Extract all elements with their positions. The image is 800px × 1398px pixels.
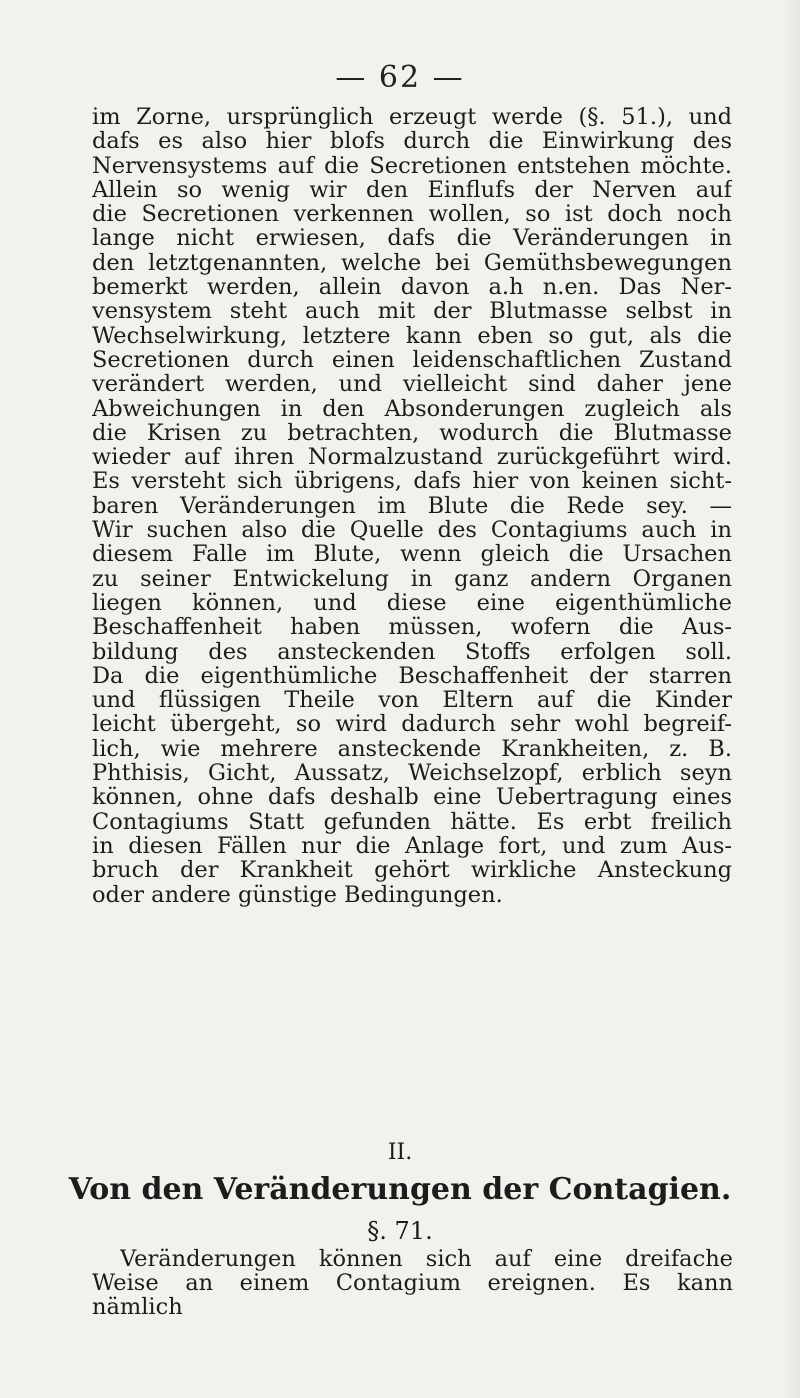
body-text xyxy=(92,105,732,907)
text-line: lich, wie mehrere ansteckende Krankheiten, z. B. xyxy=(92,736,732,762)
text-line: bemerkt werden, allein davon a.h n.en. Das Ner- xyxy=(92,275,732,300)
text-line: Da die eigenthümliche Beschaffenheit der starren xyxy=(92,663,732,689)
text-line: Wechselwirkung, letztere kann eben so gut, als die xyxy=(92,323,732,348)
text-line: dafs es also hier blofs durch die Einwirkung des xyxy=(92,129,732,154)
text-line: in diesen Fällen nur die Anlage fort, und zum Aus- xyxy=(92,833,732,859)
text-line: und flüssigen Theile von Eltern auf die Kinder xyxy=(92,688,732,713)
text-line: vensystem steht auch mit der Blutmasse selbst in xyxy=(92,299,732,324)
text-line: Allein so wenig wir den Einflufs der Nerven auf xyxy=(92,177,732,203)
section-text-first-line xyxy=(120,1247,733,1271)
text-line: bildung des ansteckenden Stoffs erfolgen soll. xyxy=(92,639,732,664)
text-line: zu seiner Entwickelung in ganz andern Organen xyxy=(92,566,732,591)
text-line: die Krisen zu betrachten, wodurch die Blutmasse xyxy=(92,420,732,446)
text-line: Phthisis, Gicht, Aussatz, Weichselzopf, erblich seyn xyxy=(92,761,732,786)
text-line: im Zorne, ursprünglich erzeugt werde (§. 51.), und xyxy=(92,105,732,130)
section-number: II. xyxy=(387,1140,413,1165)
text-line: lange nicht erwiesen, dafs die Veränderungen in xyxy=(92,226,732,251)
text-line: bruch der Krankheit gehört wirkliche Ansteckung xyxy=(92,858,732,883)
text-line: wieder auf ihren Normalzustand zurückgeführt wird. xyxy=(92,445,732,470)
text-line: Beschaffenheit haben müssen, wofern die Aus- xyxy=(92,615,732,640)
text-line: baren Veränderungen im Blute die Rede sey. — xyxy=(92,493,732,519)
text-line: Abweichungen in den Absonderungen zugleich als xyxy=(92,396,732,421)
text-line: Secretionen durch einen leidenschaftlichen Zustand xyxy=(92,347,732,373)
text-line: Weise an einem Contagium ereignen. Es kann xyxy=(92,1271,733,1296)
text-line: Wir suchen also die Quelle des Contagiums auch in xyxy=(92,518,732,543)
text-line: liegen können, und diese eine eigenthümliche xyxy=(92,590,732,616)
text-line: die Secretionen verkennen wollen, so ist doch noch xyxy=(92,202,732,227)
text-line: leicht übergeht, so wird dadurch sehr wohl begreif- xyxy=(92,712,732,737)
page-edge-shadow xyxy=(782,0,800,1398)
text-line: oder andere günstige Bedingungen. xyxy=(92,882,503,907)
page-number: — 62 — xyxy=(335,60,465,95)
section-text xyxy=(92,1271,733,1320)
paragraph-mark: §. 71. xyxy=(367,1217,433,1245)
text-line: können, ohne dafs deshalb eine Uebertragung eines xyxy=(92,785,732,810)
text-line: den letztgenannten, welche bei Gemüthsbewegungen xyxy=(92,250,732,276)
text-line: nämlich xyxy=(92,1295,183,1320)
text-line: Nervensystems auf die Secretionen entstehen möchte. xyxy=(92,153,732,178)
text-line: verändert werden, und vielleicht sind daher jene xyxy=(92,372,732,397)
text-line: diesem Falle im Blute, wenn gleich die Ursachen xyxy=(92,542,732,567)
section-title: Von den Veränderungen der Contagien. xyxy=(68,1172,732,1207)
text-line: Contagiums Statt gefunden hätte. Es erbt freilich xyxy=(92,809,732,834)
text-line: Veränderungen können sich auf eine dreifache xyxy=(120,1247,733,1272)
text-line: Es versteht sich übrigens, dafs hier von keinen sicht- xyxy=(92,469,732,494)
